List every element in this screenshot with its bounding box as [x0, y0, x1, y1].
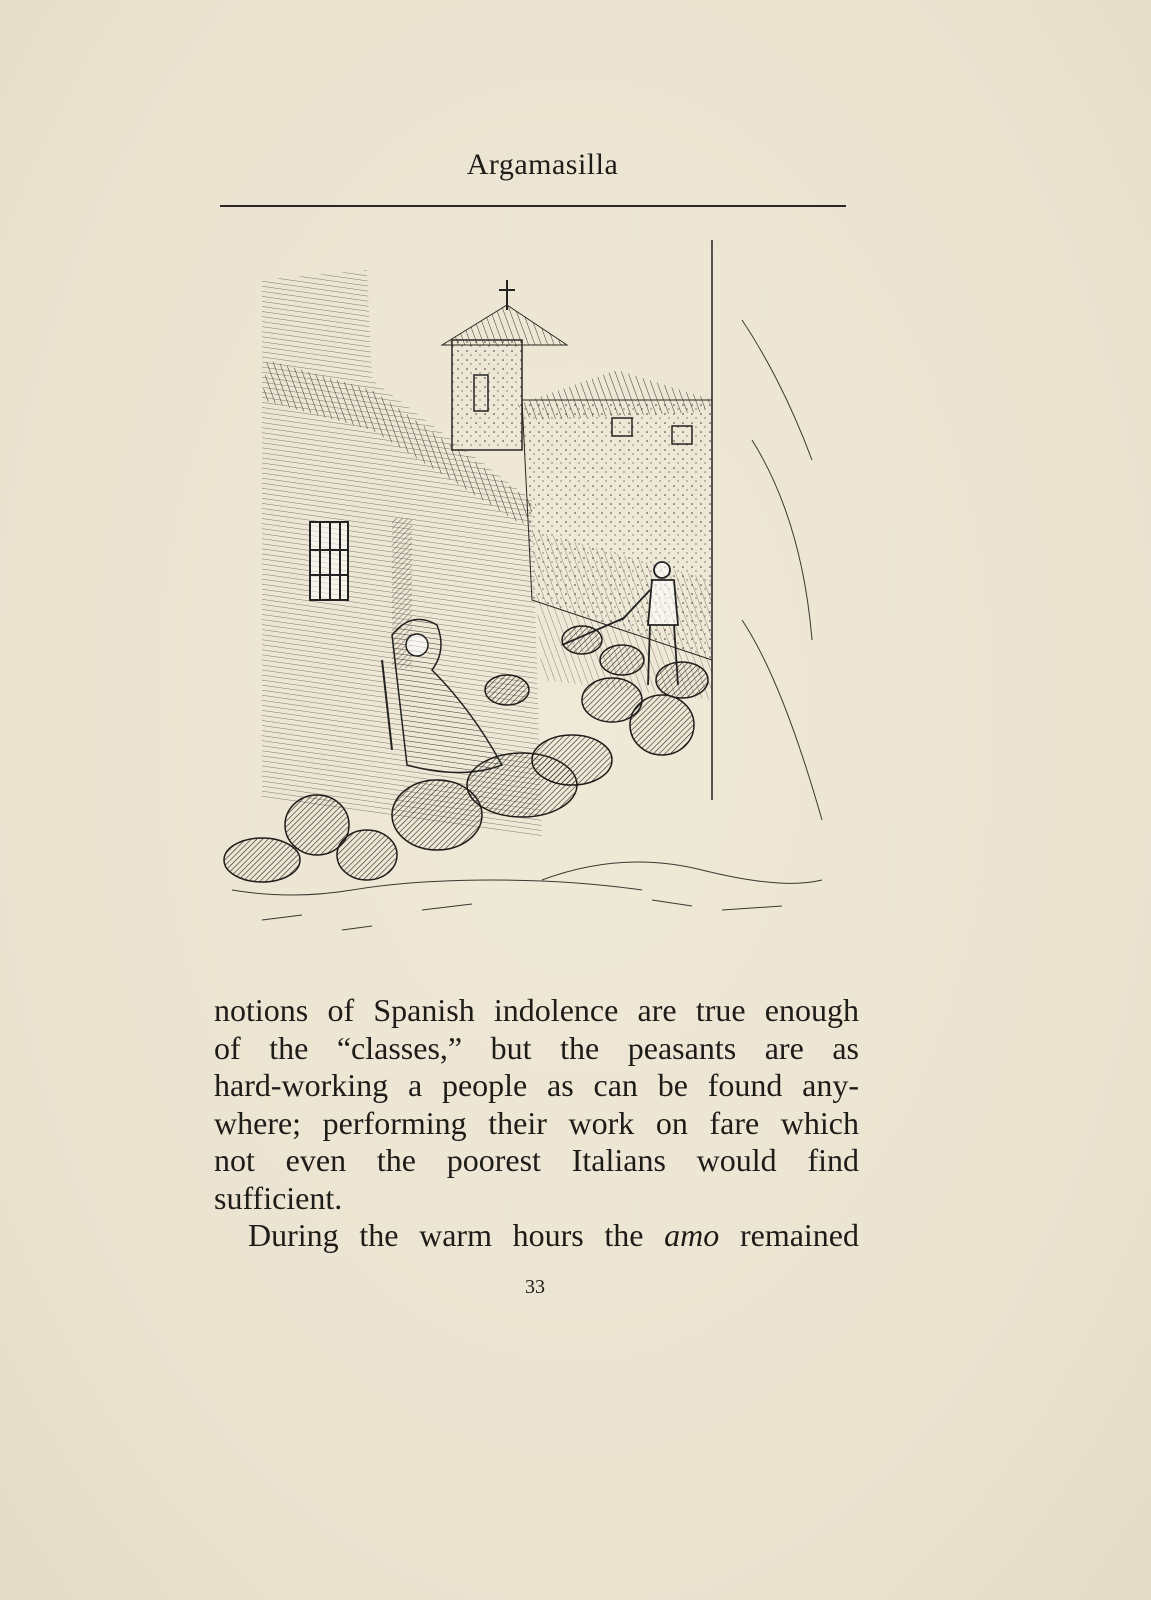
text-line: sufficient. [214, 1179, 343, 1216]
body-text [214, 992, 859, 1255]
text-line: not even the poorest Italians would find [214, 1142, 859, 1178]
text-line: of the “classes,” but the peasants are as [214, 1029, 859, 1066]
italic-word: amo [664, 1217, 720, 1253]
text-fragment: During the warm hours the [248, 1217, 644, 1253]
text-line: where; performing their work on fare which [214, 1104, 859, 1141]
text-line: notions of Spanish indolence are true enough [214, 992, 859, 1028]
text-line: hard-working a people as can be found any- [214, 1067, 859, 1103]
bell-tower [452, 340, 522, 450]
header-rule [220, 205, 846, 207]
text-fragment: remained [739, 1217, 859, 1253]
street-scene-illustration [222, 240, 846, 952]
text-line-paragraph-start [214, 1217, 859, 1255]
running-head: Argamasilla [466, 148, 619, 181]
page-number: 33 [525, 1276, 545, 1298]
